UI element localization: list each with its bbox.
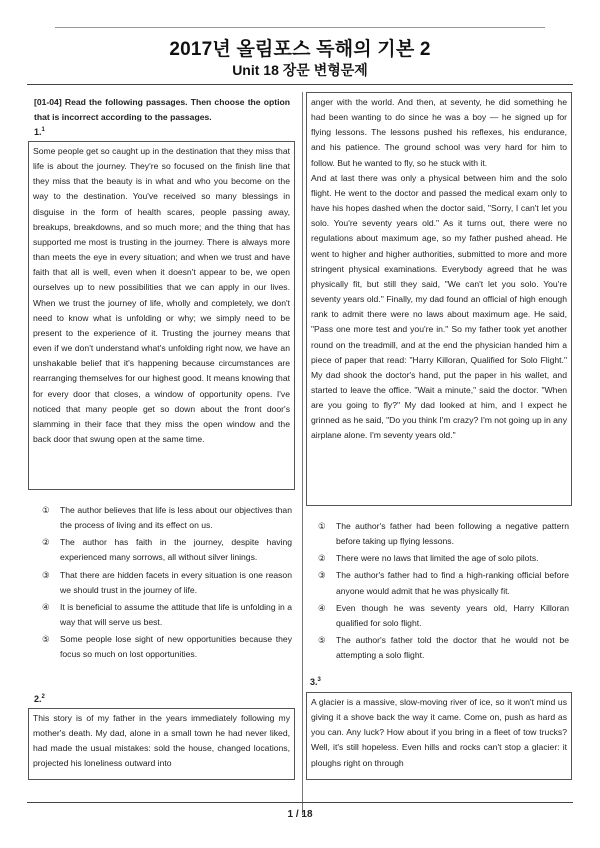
option-mark: ②: [318, 553, 326, 564]
option-mark: ④: [42, 601, 50, 612]
question-1-option-2[interactable]: [34, 535, 292, 565]
option-mark: ②: [42, 537, 50, 548]
option-text: There were no laws that limited the age of solo pilots.: [336, 553, 539, 564]
question-1-option-4[interactable]: [34, 600, 292, 630]
question-3-passage-box: [306, 692, 572, 780]
option-text: Some people lose sight of new opportunities because they focus so much on lost opportunities.: [60, 634, 292, 660]
question-2-passage-cont-1: anger with the world. And then, at seventy, he did something he had been wanting to do since he was a boy — he signed up for flying lessons. The lessons pushed his reflexes, his endurance, and his patience. The ground school was very hard for him to follow. But he wanted to fly, so he stuck with it.: [311, 97, 567, 168]
question-1-option-3[interactable]: [34, 568, 292, 598]
footer-rule: [27, 802, 573, 803]
question-2-footnote: 2: [41, 694, 45, 700]
instructions: [01-04] Read the following passages. Then choose the option that is incorrect according to the passages.: [34, 97, 290, 123]
option-mark: ④: [318, 602, 326, 613]
question-3-footnote: 3: [317, 677, 321, 683]
question-1-option-1[interactable]: [34, 503, 292, 533]
option-text: The author believes that life is less about our objectives than the process of living and its effect on us.: [60, 505, 292, 531]
question-2-option-3[interactable]: [310, 568, 569, 598]
option-mark: ⑤: [318, 635, 326, 646]
question-2-passage-start: This story is of my father in the years immediately following my mother's death. My dad, alone in a small town he had never liked, had made the usual mistakes: sold the house, changed locations, projected his loneliness outward into: [33, 713, 290, 769]
option-mark: ①: [42, 505, 50, 515]
question-2-label: 2.: [34, 694, 42, 704]
question-1-footnote: 1: [41, 127, 45, 133]
question-2-option-1[interactable]: [310, 519, 569, 549]
question-3-number: [310, 677, 321, 687]
question-1-number: [34, 127, 45, 137]
option-text: Even though he was seventy years old, Harry Killoran qualified for solo flight.: [336, 602, 569, 628]
question-3-label: 3.: [310, 677, 318, 687]
option-mark: ③: [42, 569, 50, 580]
question-2-passage-box-part1: [28, 708, 295, 780]
option-text: That there are hidden facets in every situation is one reason we should trust in the journey of life.: [60, 569, 292, 595]
option-mark: ⑤: [42, 634, 50, 645]
option-text: The author's father told the doctor that he would not be attempting a solo flight.: [336, 635, 569, 661]
page-title: 2017년 올림포스 독해의 기본 2: [169, 39, 431, 60]
question-2-option-2[interactable]: [310, 551, 569, 566]
question-2-passage-cont-2: And at last there was only a physical between him and the solo flight. He went to the doctor and passed the medical exam only to have his hopes dashed when the doctor said, "Sorry, I can't let you solo. You're seventy years old." As it turns out, there were no regulations about maximum age, so my father pushed ahead. He went to higher and higher authorities, submitted to more and more stringent physical examinations. Everybody agreed that he was physically fit, but still they said, "We can't let you solo. You're seventy years old." Finally, my dad found an official of high enough rank to admit there were no laws about maximum age. He said, "Pass one more test and you're in." So my father took yet another round on the treadmill, and at the end the physician handed him a piece of paper that read: "Harry Killoran, Qualified for Solo Flight." My dad shook the doctor's hand, put the paper in his wallet, and started to leave the office. "Wait a minute," said the doctor. "When are you going to fly?" My dad looked at him, and I expect he grinned as he said, "Do you think I'm crazy? I'm not going up in any airplane alone. I'm seventy years old.": [311, 172, 567, 441]
page-subtitle: Unit 18 장문 변형문제: [232, 62, 368, 78]
question-3-passage-start: A glacier is a massive, slow-moving river of ice, so it won't mind us giving it a shove back the way it came. Come on, push as hard as you can. Any luck? How about if you bring in a fleet of tow trucks? Well, it's still hopeless. Even hills and rocks can't stop a glacier: it ploughs right on through: [311, 697, 567, 768]
option-text: The author has faith in the journey, despite having experienced many sorrows, all without silver linings.: [60, 537, 292, 563]
option-mark: ①: [318, 521, 326, 531]
question-2-options: [310, 519, 569, 665]
page-number: 1 / 18: [287, 809, 313, 820]
question-2-number: [34, 694, 45, 704]
question-2-passage-box-part2: [306, 92, 572, 506]
option-text: It is beneficial to assume the attitude that life is unfolding in a way that will serve us best.: [60, 601, 292, 628]
question-2-option-5[interactable]: [310, 633, 569, 663]
question-1-options: [34, 503, 292, 665]
option-text: The author's father had been following a negative pattern before taking up flying lessons.: [336, 521, 569, 547]
question-1-label: 1.: [34, 127, 42, 137]
top-rule: [55, 27, 545, 28]
question-2-option-4[interactable]: [310, 601, 569, 631]
option-mark: ③: [318, 570, 326, 581]
question-1-passage: Some people get so caught up in the destination that they miss that life is about the journey. They're so focused on the finish line that they miss that the beauty is in what and who you become on the way to the destination. You've received so many blessings in disguise in the form of health scares, people passing away, breakups, breakdowns, and so much more; and the thing that has supported me most is trusting in the journey. There is always more than meets the eye in every situation; and when we trust and have faith that all is well, even when it doesn't appear to be, we open ourselves up to new possibilities that we can apply in our lives. When we trust the journey of life, wholly and completely, we don't need to know what is unfolding or why; we simply need to be present to the experience of it. Trusting the journey means that even if we don't understand what's unfolding right now, we have an unshakable belief that it's happening because circumstances are rearranging themselves for our highest good. It means knowing that for every door that closes, a window of opportunity opens. I've noticed that many people get so down about the front door's slamming in their face that they miss the open window and the back door that swung open at the same time.: [33, 146, 291, 444]
question-1-option-5[interactable]: [34, 632, 292, 662]
column-divider: [302, 92, 303, 815]
option-text: The author's father had to find a high-ranking official before anyone would admit that he was physically fit.: [336, 570, 569, 596]
question-1-passage-box: [28, 141, 295, 490]
header-rule: [27, 84, 573, 85]
